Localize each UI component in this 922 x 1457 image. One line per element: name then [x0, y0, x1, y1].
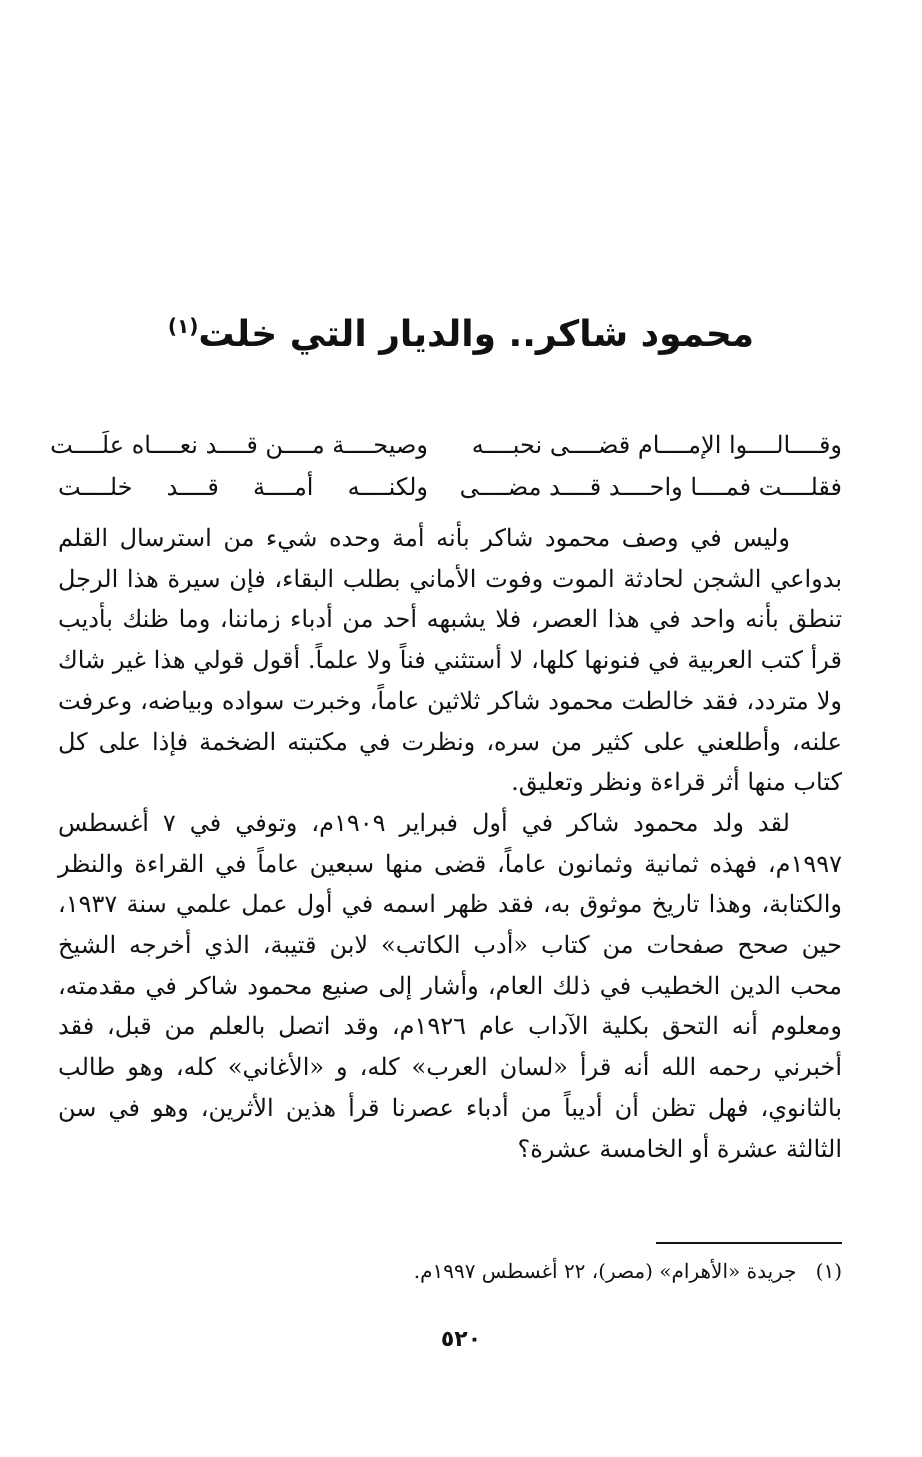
footnote-marker: (١) — [815, 1259, 842, 1283]
verse-second-hemistich: ولكنــــه أمــــة قــــد خلــــت — [58, 473, 428, 501]
verse-line — [50, 424, 842, 466]
verse-line — [58, 466, 842, 508]
body-paragraph: وليس في وصف محمود شاكر بأنه أمة وحده شيء من استرسال القلم بدواعي الشجن لحادثة الموت وفوت الأماني بطلب البقاء، فإن سيرة هذا الرجل تنطق بأنه واحد في هذا العصر، فلا يشبهه أحد من أدباء زماننا، وما ظنك بأديب قرأ كتب العربية في فنونها كلها، لا أستثني فناً ولا علماً. أقول قولي هذا غير شاك ولا متردد، فقد خالطت محمود شاكر ثلاثين عاماً، وخبرت سواده وبياضه، وعرفت علنه، وأطلعني على كثير من سره، ونظرت في مكتبته الضخمة فإذا على كل كتاب منها أثر قراءة ونظر وتعليق. — [58, 524, 842, 797]
title-footnote-marker: (١) — [167, 314, 199, 338]
page-number: ٥٢٠ — [440, 1327, 482, 1352]
verse-first-hemistich: وقــــالــــوا الإمــــام قضــــى نحبــــه — [471, 431, 842, 459]
chapter-title-text: محمود شاكر.. والديار التي خلت — [198, 314, 755, 355]
footnote-divider — [656, 1242, 842, 1244]
body-paragraph: لقد ولد محمود شاكر في أول فبراير ١٩٠٩م، وتوفي في ٧ أغسطس ١٩٩٧م، فهذه ثمانية وثمانون عاماً، قضى منها سبعين عاماً في القراءة والنظر والكتابة، وهذا تاريخ موثوق به، فقد ظهر اسمه في أول عمل علمي سنة ١٩٣٧، حين صحح صفحات من كتاب «أدب الكاتب» لابن قتيبة، الذي أخرجه الشيخ محب الدين الخطيب في ذلك العام، وأشار إلى صنيع محمود شاكر في مقدمته، ومعلوم أنه التحق بكلية الآداب عام ١٩٢٦م، وقد اتصل بالعلم من قبل، فقد أخبرني رحمه الله أنه قرأ «لسان العرب» كله، و «الأغاني» كله، وهو طالب بالثانوي، فهل تظن أن أديباً من أدباء عصرنا قرأ هذين الأثرين، وهو في سن الثالثة عشرة أو الخامسة عشرة؟ — [58, 808, 842, 1163]
chapter-title — [0, 296, 922, 365]
footnote — [58, 1254, 842, 1288]
verse-first-hemistich: فقلــــت فمــــا واحــــد قــــد مضــــى — [459, 473, 842, 501]
footnote-text: جريدة «الأهرام» (مصر)، ٢٢ أغسطس ١٩٩٧م. — [413, 1259, 797, 1283]
body-text — [58, 518, 842, 1169]
verse-second-hemistich: وصيحــــة مــــن قــــد نعــــاه علَــــت — [50, 431, 428, 459]
poem-verses — [50, 424, 842, 508]
